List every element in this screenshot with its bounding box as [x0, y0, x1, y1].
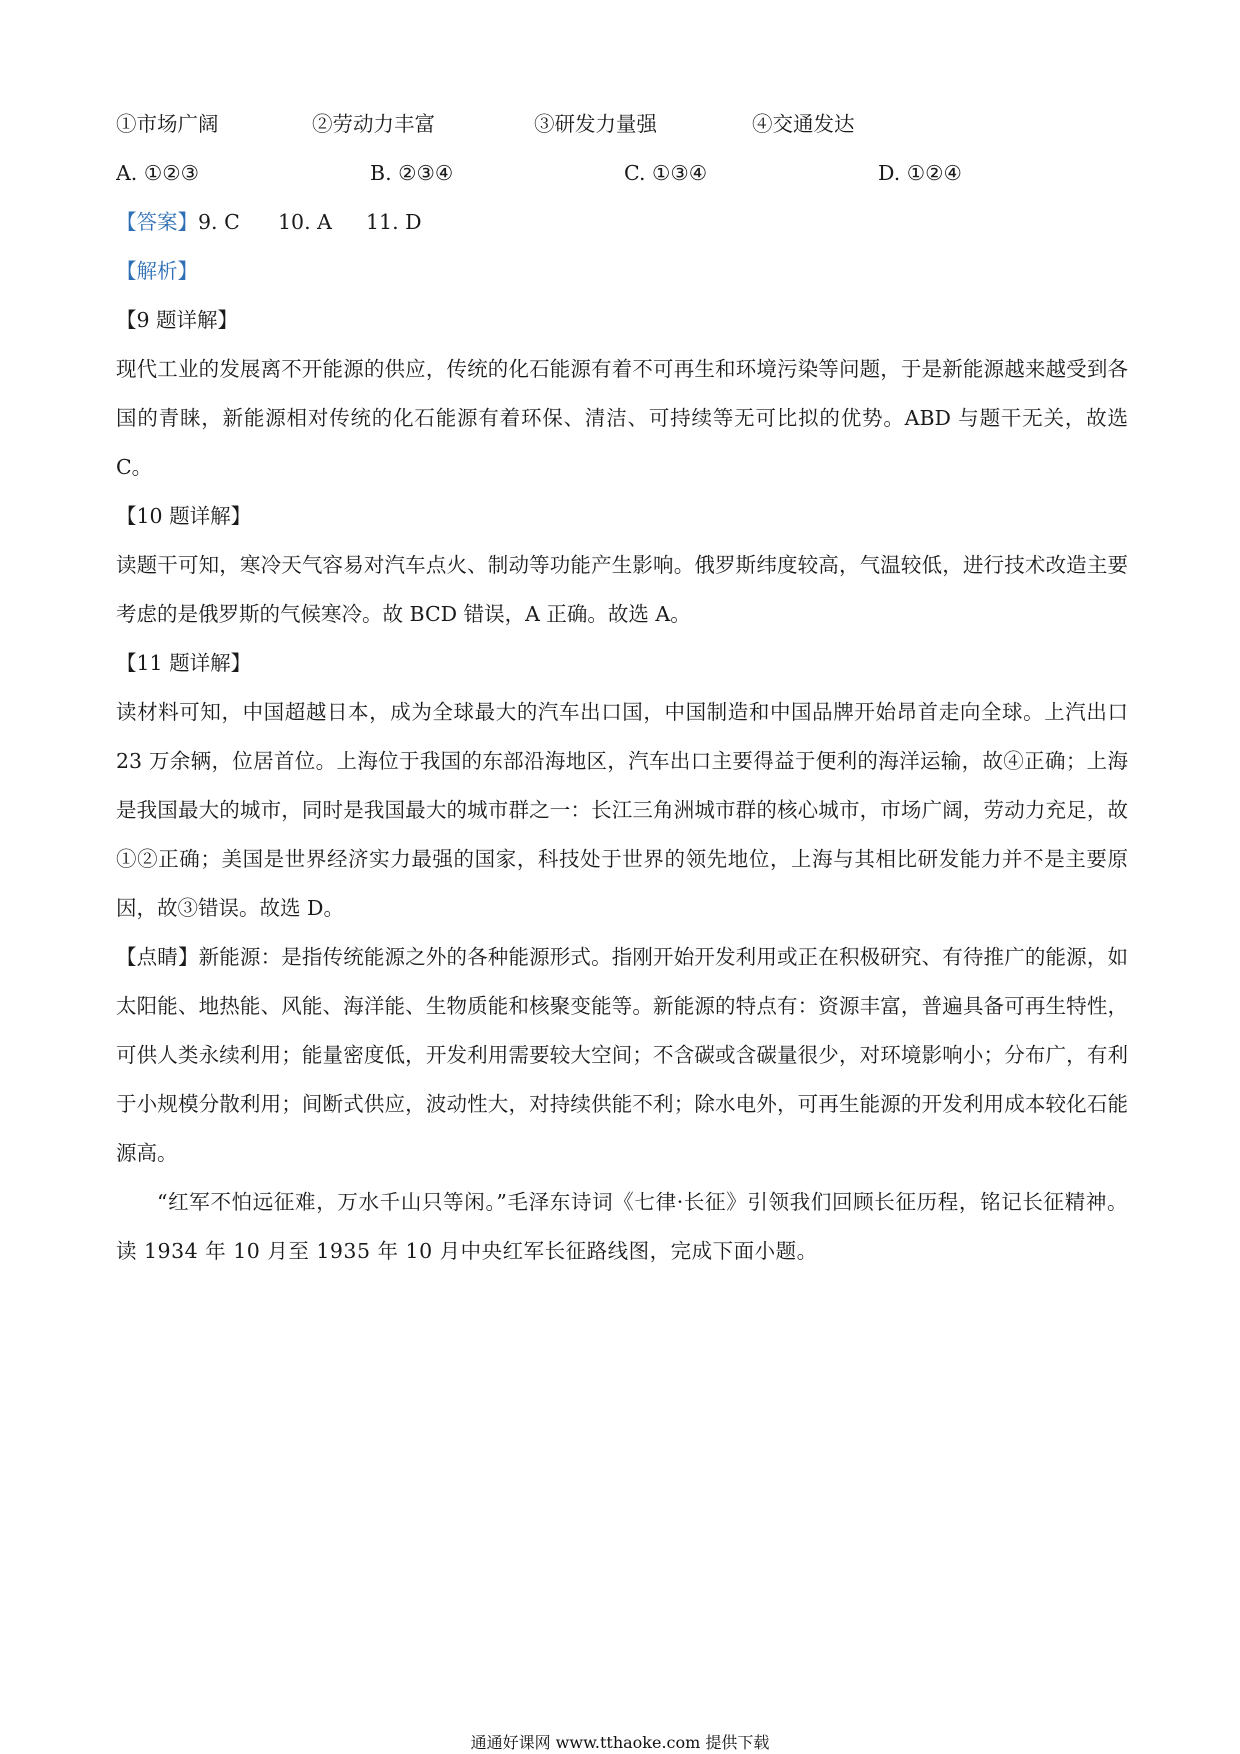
- answer-label: 【答案】: [116, 210, 198, 234]
- choice-a: A. ①②③: [116, 161, 199, 185]
- statement-2: ②劳动力丰富: [312, 112, 435, 136]
- note-text: 新能源：是指传统能源之外的各种能源形式。指刚开始开发利用或正在积极研究、有待推广的能源，如太阳能、地热能、风能、海洋能、生物质能和核聚变能等。新能源的特点有：资源丰富，普遍具备可再生特性，可供人类永续利用；能量密度低，开发利用需要较大空间；不含碳或含碳量很少，对环境影响小；分布广，有利于小规模分散利用；间断式供应，波动性大，对持续供能不利；除水电外，可再生能源的开发利用成本较化石能源高。: [116, 945, 1128, 1165]
- note-label: 【点睛】: [116, 945, 199, 969]
- answer-line: [116, 198, 1128, 247]
- q10-explanation: 读题干可知，寒冷天气容易对汽车点火、制动等功能产生影响。俄罗斯纬度较高，气温较低，进行技术改造主要考虑的是俄罗斯的气候寒冷。故 BCD 错误，A 正确。故选 A。: [116, 553, 1128, 626]
- note-paragraph: [116, 933, 1128, 1178]
- answer-9: 9. C: [198, 210, 240, 234]
- question-intro: “红军不怕远征难，万水千山只等闲。”毛泽东诗词《七律·长征》引领我们回顾长征历程，铭记长征精神。读 1934 年 10 月至 1935 年 10 月中央红军长征路线图，完成下面小题。: [116, 1190, 1128, 1263]
- q9-heading: 【9 题详解】: [116, 308, 239, 332]
- footer-credit: 通通好课网 www.tthaoke.com 提供下载: [470, 1733, 770, 1752]
- statement-4: ④交通发达: [752, 112, 855, 136]
- page-content: [116, 100, 1128, 1276]
- statement-options: [116, 100, 1128, 149]
- analysis-label: 【解析】: [116, 259, 198, 283]
- choice-b: B. ②③④: [370, 161, 454, 185]
- q10-heading: 【10 题详解】: [116, 504, 252, 528]
- q11-explanation: 读材料可知，中国超越日本，成为全球最大的汽车出口国，中国制造和中国品牌开始昂首走向全球。上汽出口 23 万余辆，位居首位。上海位于我国的东部沿海地区，汽车出口主要得益于便利的海洋运输，故④正确；上海是我国最大的城市，同时是我国最大的城市群之一：长江三角洲城市群的核心城市，市场广阔，劳动力充足，故①②正确；美国是世界经济实力最强的国家，科技处于世界的领先地位，上海与其相比研发能力并不是主要原因，故③错误。故选 D。: [116, 700, 1128, 920]
- q9-explanation: 现代工业的发展离不开能源的供应，传统的化石能源有着不可再生和环境污染等问题，于是新能源越来越受到各国的青睐，新能源相对传统的化石能源有着环保、清洁、可持续等无可比拟的优势。ABD 与题干无关，故选 C。: [116, 357, 1128, 479]
- answer-choices: [116, 149, 1128, 198]
- answer-11: 11. D: [366, 210, 422, 234]
- choice-d: D. ①②④: [878, 161, 962, 185]
- statement-1: ①市场广阔: [116, 112, 219, 136]
- answer-10: 10. A: [278, 210, 332, 234]
- statement-3: ③研发力量强: [534, 112, 657, 136]
- choice-c: C. ①③④: [624, 161, 708, 185]
- q11-heading: 【11 题详解】: [116, 651, 252, 675]
